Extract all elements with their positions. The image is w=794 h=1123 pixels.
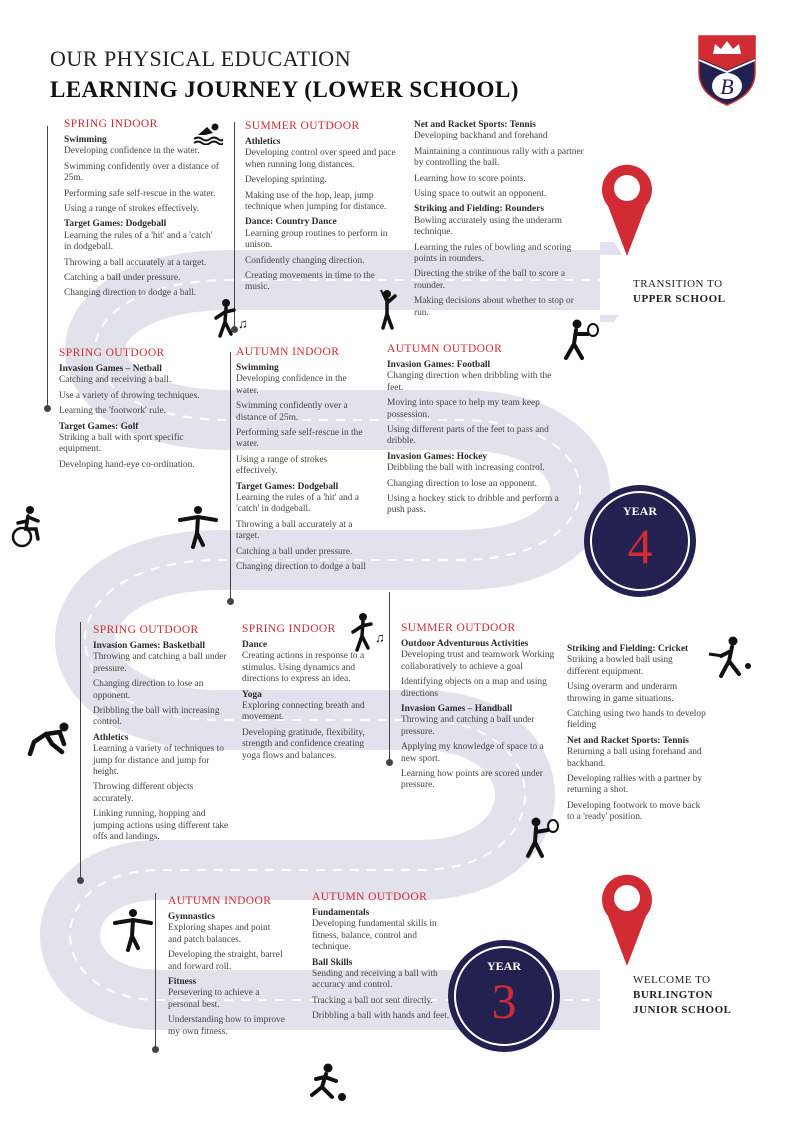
year-4-label: YEAR	[622, 504, 657, 518]
activity-item	[59, 364, 209, 418]
sprinter-start-icon	[26, 720, 72, 756]
timeline-dot	[227, 598, 234, 605]
learning-objective: Creating movements in time to the music.	[245, 271, 375, 293]
learning-objective: Catching and receiving a ball.	[59, 375, 172, 386]
learning-objective: Throwing and catching a ball under pressure.	[401, 715, 535, 737]
activity-title: Target Games: Dodgeball	[64, 219, 167, 230]
learning-objective: Catching a ball under pressure.	[236, 546, 353, 557]
timeline-line	[230, 352, 231, 602]
learning-objective: Bowling accurately using the underarm technique.	[414, 215, 562, 238]
svg-text:♫: ♫	[238, 316, 248, 331]
dancer-icon	[349, 612, 389, 654]
learning-objective: Dribbling the ball with increasing control.	[387, 463, 545, 474]
y4-spring-indoor	[64, 118, 219, 304]
activity-title: Dance: Country Dance	[245, 217, 337, 228]
activity-title: Invasion Games – Handball	[401, 704, 513, 715]
welcome-label	[633, 973, 732, 1018]
learning-objective: Swimming confidently over a distance of 25m.	[64, 161, 219, 184]
wheelchair-icon	[8, 505, 44, 549]
learning-objective: Changing direction to dodge a ball.	[64, 288, 197, 299]
learning-objective: Identifying objects on a map and using directions	[401, 677, 547, 699]
activity-title: Outdoor Adventurous Activities	[401, 639, 529, 649]
section-heading: SPRING INDOOR	[64, 118, 158, 130]
activity-item	[387, 360, 562, 448]
timeline-dot	[386, 759, 393, 766]
activity-title: Dance	[242, 640, 267, 650]
activity-item	[242, 690, 372, 762]
learning-objective: Changing direction to dodge a ball	[236, 562, 366, 573]
learning-objective: Performing safe self-rescue in the water.	[64, 188, 216, 199]
dancer-icon	[212, 298, 248, 340]
learning-objective: Developing backhand and forehand	[414, 131, 548, 142]
y4-spring-outdoor	[59, 347, 209, 475]
gymnast-balance-icon	[177, 505, 219, 549]
activity-item	[64, 135, 219, 215]
y3-autumn-indoor	[168, 895, 286, 1042]
y4-summer-outdoor-continued	[414, 118, 586, 323]
tennis-player-icon	[560, 318, 602, 362]
activity-title: Athletics	[245, 137, 281, 147]
timeline-line	[80, 622, 81, 880]
map-pin-icon	[602, 158, 652, 258]
activity-item	[387, 452, 562, 517]
activity-title: Invasion Games: Football	[387, 360, 491, 370]
welcome-line1: WELCOME TO	[633, 974, 711, 986]
learning-objective: Developing sprinting.	[245, 175, 327, 186]
learning-objective: Learning how to score points.	[414, 173, 526, 184]
activity-item	[93, 733, 235, 844]
activity-title: Swimming	[236, 363, 279, 373]
learning-objective: Using space to outwit an opponent.	[414, 189, 547, 200]
learning-objective: Learning group routines to perform in unison.	[245, 228, 388, 251]
activity-item	[414, 120, 586, 200]
tennis-player-icon	[377, 288, 401, 330]
activity-item	[401, 639, 556, 700]
learning-objective: Learning how points are scored under pressure.	[401, 769, 543, 791]
learning-objective: Developing confidence in the water.	[64, 146, 200, 157]
learning-objective: Developing fundamental skills in fitness, balance, control and technique.	[312, 919, 437, 953]
year-3-number: 3	[491, 973, 517, 1029]
activity-title: Gymnastics	[168, 912, 215, 922]
crest-letter: B	[720, 74, 734, 99]
learning-objective: Developing the straight, barrel and forward roll.	[168, 950, 283, 972]
learning-objective: Learning a variety of techniques to jump for distance and jump for height.	[93, 744, 224, 778]
learning-objective: Changing direction to lose an opponent.	[93, 679, 204, 701]
activity-item	[312, 958, 450, 1023]
activity-title: Net and Racket Sports: Tennis	[414, 120, 536, 130]
welcome-line2: BURLINGTON	[633, 989, 713, 1001]
learning-objective: Developing gratitude, flexibility, strength and confidence creating yoga flows and balances.	[242, 727, 365, 761]
section-heading: AUTUMN OUTDOOR	[387, 343, 503, 355]
y3-spring-outdoor	[93, 624, 235, 848]
learning-objective: Using a range of strokes effectively.	[236, 454, 328, 477]
learning-objective: Developing hand-eye co-ordination.	[59, 459, 195, 470]
learning-objective: Linking running, hopping and jumping actions using different take offs and landings.	[93, 809, 229, 843]
activity-item	[312, 908, 450, 954]
activity-item	[401, 704, 556, 792]
learning-objective: Changing direction to lose an opponent.	[387, 478, 537, 489]
section-heading: SPRING OUTDOOR	[59, 347, 165, 359]
timeline-line	[47, 126, 48, 408]
y3-summer-outdoor	[401, 622, 556, 796]
learning-objective: Tracking a ball not sent directly.	[312, 995, 433, 1006]
activity-item	[236, 482, 371, 574]
year-4-number: 4	[627, 518, 653, 574]
learning-objective: Throwing a ball accurately at a target.	[236, 519, 353, 542]
section-heading: AUTUMN INDOOR	[168, 895, 272, 907]
activity-title: Swimming	[64, 135, 107, 145]
activity-title: Striking and Fielding: Rounders	[414, 204, 544, 215]
learning-objective: Understanding how to improve my own fitness.	[168, 1015, 285, 1037]
activity-item	[245, 137, 397, 213]
timeline-dot	[44, 405, 51, 412]
activity-title: Target Games: Dodgeball	[236, 481, 339, 492]
y4-autumn-outdoor	[387, 343, 562, 521]
learning-objective: Developing confidence in the water.	[236, 374, 347, 396]
learning-objective: Dribbling a ball with hands and feet.	[312, 1011, 450, 1022]
learning-objective: Learning the rules of bowling and scoring points in rounders.	[414, 242, 572, 265]
learning-objective: Returning a ball using forehand and backhand.	[567, 747, 702, 769]
learning-objective: Learning the rules of a 'hit' and a 'catch' in dodgeball.	[64, 230, 213, 253]
tennis-player-icon	[522, 816, 562, 860]
learning-objective: Exploring connecting breath and movement.	[242, 701, 365, 723]
activity-title: Fundamentals	[312, 908, 370, 918]
y3-autumn-outdoor	[312, 891, 450, 1027]
learning-objective: Swimming confidently over a distance of 25m.	[236, 401, 348, 423]
year-3-label: YEAR	[486, 959, 521, 973]
transition-label	[633, 277, 725, 307]
learning-objective: Dribbling the ball with increasing control.	[93, 706, 220, 728]
activity-title: Net and Racket Sports: Tennis	[567, 735, 689, 746]
learning-objective: Persevering to achieve a personal best.	[168, 988, 260, 1010]
learning-objective: Developing footwork to move back to a 'ready' position.	[567, 800, 701, 823]
learning-objective: Maintaining a continuous rally with a partner by controlling the ball.	[414, 146, 584, 169]
gymnast-balance-icon	[112, 908, 154, 952]
activity-title: Invasion Games: Basketball	[93, 641, 205, 651]
learning-objective: Sending and receiving a ball with accuracy and control.	[312, 969, 438, 991]
learning-objective: Exploring shapes and point and patch balances.	[168, 923, 271, 945]
svg-text:♫: ♫	[375, 630, 385, 645]
learning-objective: Use a variety of throwing techniques.	[59, 390, 200, 401]
learning-objective: Using a range of strokes effectively.	[64, 204, 200, 215]
learning-objective: Using different parts of the feet to pass and dribble.	[387, 425, 549, 447]
activity-title: Fitness	[168, 977, 197, 988]
learning-objective: Making decisions about whether to stop or run.	[414, 296, 574, 318]
page-title-line2: LEARNING JOURNEY (LOWER SCHOOL)	[50, 77, 519, 102]
learning-objective: Throwing a ball accurately at a target.	[64, 257, 207, 268]
learning-objective: Developing trust and teamwork Working collaboratively to achieve a goal	[401, 650, 555, 672]
learning-objective: Learning the rules of a 'hit' and a 'catch' in dodgeball.	[236, 493, 359, 515]
swimmer-icon	[193, 121, 223, 145]
timeline-dot	[77, 877, 84, 884]
year-3-badge	[448, 940, 560, 1052]
activity-item	[168, 912, 286, 973]
activity-item	[567, 644, 707, 732]
activity-title: Invasion Games: Hockey	[387, 451, 488, 462]
activity-item	[236, 363, 371, 478]
learning-objective: Catching using two hands to develop fielding	[567, 709, 706, 731]
activity-title: Invasion Games – Netball	[59, 364, 162, 374]
activity-title: Yoga	[242, 689, 262, 700]
activity-item	[64, 219, 219, 299]
y4-summer-outdoor	[245, 120, 397, 298]
learning-objective: Creating actions in response to a stimulus. Using dynamics and directions to express an idea.	[242, 651, 365, 685]
learning-objective: Throwing and catching a ball under pressure.	[93, 652, 227, 674]
page-title-line1: OUR PHYSICAL EDUCATION	[50, 46, 352, 71]
activity-item	[414, 204, 586, 319]
learning-objective: Developing control over speed and pace when running long distances.	[245, 148, 396, 170]
football-player-icon	[306, 1063, 348, 1103]
activity-title: Athletics	[93, 732, 129, 743]
activity-item	[59, 422, 209, 472]
y4-autumn-indoor	[236, 346, 371, 578]
year-4-badge	[584, 485, 696, 597]
learning-objective: Using a hockey stick to dribble and perform a push pass.	[387, 494, 559, 516]
cricket-player-icon	[707, 636, 753, 680]
school-crest-logo	[697, 34, 757, 106]
timeline-dot	[152, 1046, 159, 1053]
learning-objective: Throwing different objects accurately.	[93, 782, 194, 804]
learning-objective: Applying my knowledge of space to a new sport.	[401, 742, 544, 764]
learning-objective: Moving into space to help my team keep possession.	[387, 398, 540, 420]
learning-objective: Making use of the hop, leap, jump technique when jumping for distance.	[245, 190, 387, 213]
timeline-line	[389, 592, 390, 762]
section-heading: SPRING OUTDOOR	[93, 624, 199, 636]
activity-title: Striking and Fielding: Cricket	[567, 644, 689, 654]
learning-objective: Using overarm and underarm throwing in game situations.	[567, 682, 678, 704]
activity-item	[168, 977, 286, 1038]
learning-objective: Striking a ball with sport specific equipment.	[59, 433, 184, 455]
learning-objective: Confidently changing direction.	[245, 255, 365, 266]
section-heading: SUMMER OUTDOOR	[401, 622, 516, 634]
learning-objective: Learning the 'footwork' rule.	[59, 406, 166, 417]
timeline-line	[155, 893, 156, 1050]
section-heading: SUMMER OUTDOOR	[245, 120, 360, 132]
welcome-line3: JUNIOR SCHOOL	[633, 1004, 732, 1016]
transition-line2: UPPER SCHOOL	[633, 293, 726, 305]
section-heading: AUTUMN OUTDOOR	[312, 891, 428, 903]
activity-item	[93, 641, 235, 729]
activity-item	[245, 217, 397, 293]
learning-objective: Developing rallies with a partner by returning a shot.	[567, 774, 703, 796]
section-heading: SPRING INDOOR	[242, 623, 336, 635]
activity-title: Ball Skills	[312, 957, 353, 968]
learning-objective: Directing the strike of the ball to score a rounder.	[414, 269, 565, 291]
learning-objective: Performing safe self-rescue in the water.	[236, 428, 363, 450]
activity-title: Target Games: Golf	[59, 421, 139, 432]
learning-objective: Striking a bowled ball using different equipment.	[567, 655, 673, 677]
section-heading: AUTUMN INDOOR	[236, 346, 340, 358]
learning-objective: Catching a ball under pressure.	[64, 273, 181, 284]
activity-item	[567, 736, 707, 824]
y3-summer-outdoor-continued	[567, 642, 707, 828]
learning-objective: Changing direction when dribbling with the feet.	[387, 371, 552, 393]
map-pin-icon	[602, 868, 652, 968]
transition-line1: TRANSITION TO	[633, 278, 723, 290]
